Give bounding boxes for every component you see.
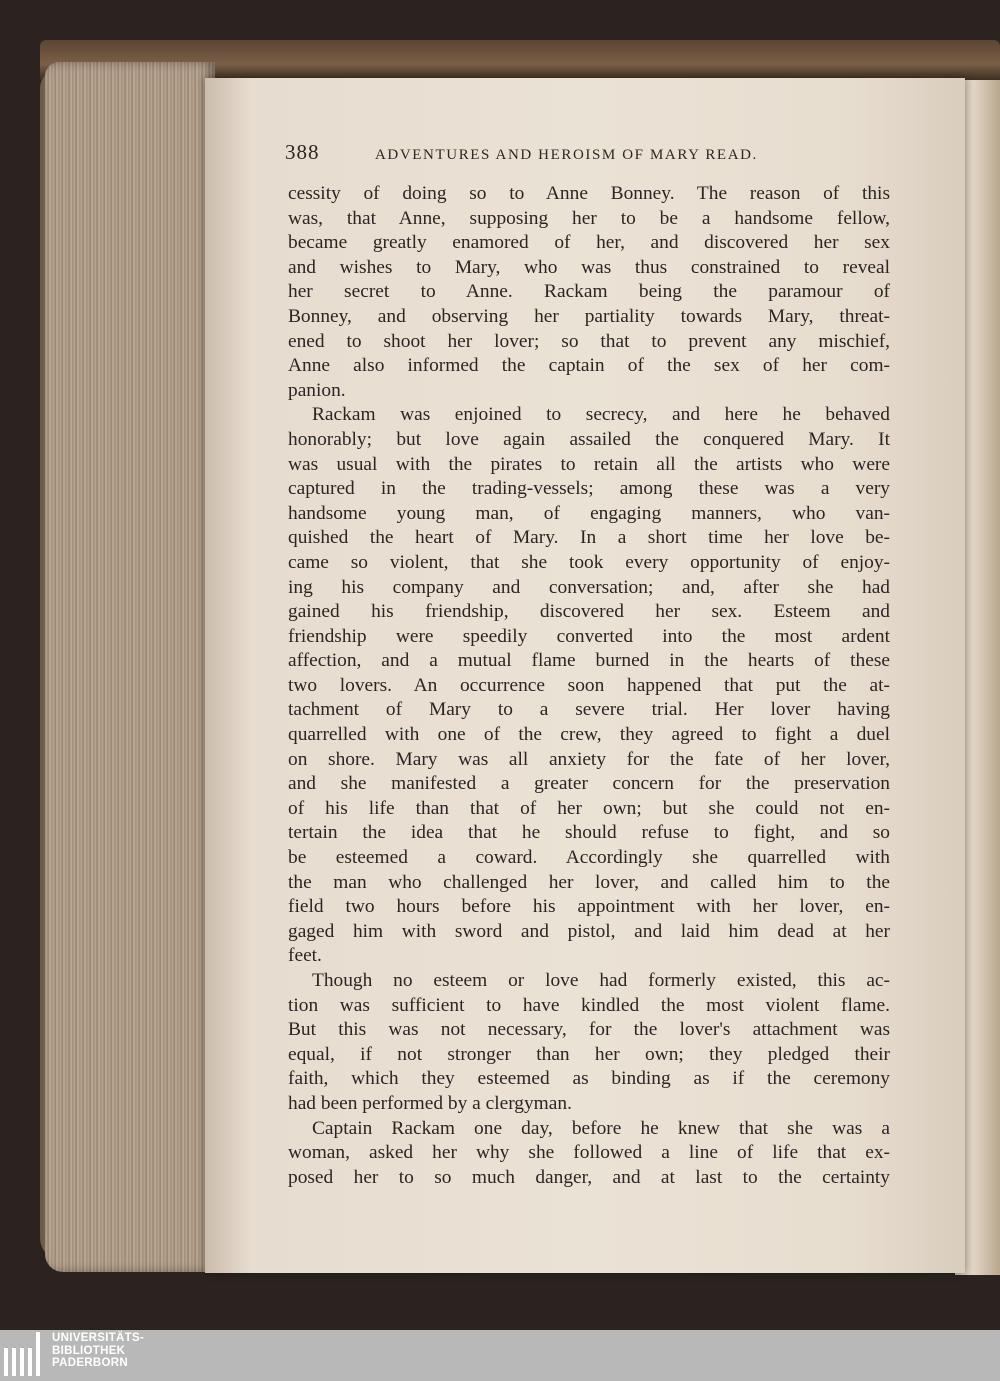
- text-line: was usual with the pirates to retain all the artists who were: [288, 453, 890, 475]
- text-line: affection, and a mutual flame burned in the hearts of these: [288, 650, 890, 672]
- text-line: Bonney, and observing her partiality towards Mary, threat-: [288, 305, 890, 327]
- library-name-line: BIBLIOTHEK: [52, 1344, 126, 1357]
- text-line: her secret to Anne. Rackam being the paramour of: [288, 281, 890, 303]
- text-line: ened to shoot her lover; so that to prevent any mischief,: [288, 330, 890, 352]
- text-line: cessity of doing so to Anne Bonney. The reason of this: [288, 183, 890, 204]
- text-line: on shore. Mary was all anxiety for the fate of her lover,: [288, 748, 890, 770]
- text-line: gained his friendship, discovered her sex. Esteem and: [288, 601, 890, 623]
- text-line: the man who challenged her lover, and called him to the: [288, 871, 890, 893]
- page-edges: [45, 62, 215, 1272]
- text-line: feet.: [288, 945, 322, 967]
- text-line: Rackam was enjoined to secrecy, and here he behaved: [312, 404, 890, 426]
- text-line: tertain the idea that he should refuse to fight, and so: [288, 822, 890, 844]
- text-line: Captain Rackam one day, before he knew that she was a: [312, 1117, 890, 1139]
- text-line: ing his company and conversation; and, after she had: [288, 576, 890, 598]
- text-line: became greatly enamored of her, and discovered her sex: [288, 232, 890, 254]
- text-line: be esteemed a coward. Accordingly she quarrelled with: [288, 847, 890, 869]
- library-name-line: UNIVERSITÄTS-: [52, 1332, 145, 1344]
- text-line: two lovers. An occurrence soon happened that put the at-: [288, 674, 890, 696]
- text-line: quished the heart of Mary. In a short time her love be-: [288, 527, 890, 549]
- library-name: [52, 1332, 144, 1370]
- text-line: captured in the trading-vessels; among these was a very: [288, 478, 890, 500]
- text-line: handsome young man, of engaging manners, who van-: [288, 502, 890, 524]
- running-head: ADVENTURES AND HEROISM OF MARY READ.: [375, 147, 758, 163]
- text-line: field two hours before his appointment with her lover, en-: [288, 896, 890, 918]
- text-line: woman, asked her why she followed a line of life that ex-: [288, 1142, 890, 1164]
- barcode-stripes-logo-icon: [4, 1332, 44, 1376]
- text-line: honorably; but love again assailed the conquered Mary. It: [288, 428, 890, 450]
- text-line: friendship were speedily converted into the most ardent: [288, 625, 890, 647]
- text-line: was, that Anne, supposing her to be a handsome fellow,: [288, 207, 890, 229]
- text-line: had been performed by a clergyman.: [288, 1092, 572, 1114]
- text-line: of his life than that of her own; but she could not en-: [288, 797, 890, 819]
- text-line: faith, which they esteemed as binding as if the ceremony: [288, 1068, 890, 1090]
- text-line: tachment of Mary to a severe trial. Her lover having: [288, 699, 890, 721]
- library-name-line: PADERBORN: [52, 1357, 128, 1369]
- text-line: and wishes to Mary, who was thus constrained to reveal: [288, 256, 890, 278]
- text-line: and she manifested a greater concern for the preservation: [288, 773, 890, 795]
- text-line: Anne also informed the captain of the sex of her com-: [288, 355, 890, 377]
- text-line: equal, if not stronger than her own; they pledged their: [288, 1043, 890, 1065]
- text-line: posed her to so much danger, and at last to the certainty: [288, 1166, 890, 1188]
- page-number: 388: [285, 140, 320, 164]
- text-line: panion.: [288, 379, 346, 401]
- text-line: Though no esteem or love had formerly existed, this ac-: [312, 970, 890, 991]
- body-text: [288, 182, 890, 1190]
- text-line: came so violent, that she took every opportunity of enjoy-: [288, 551, 890, 573]
- text-line: quarrelled with one of the crew, they agreed to fight a duel: [288, 724, 890, 746]
- library-footer-bar: [0, 1330, 1000, 1381]
- page-header: [285, 140, 805, 168]
- text-line: But this was not necessary, for the lover's attachment was: [288, 1019, 890, 1041]
- text-line: tion was sufficient to have kindled the most violent flame.: [288, 994, 890, 1016]
- text-line: gaged him with sword and pistol, and laid him dead at her: [288, 920, 890, 942]
